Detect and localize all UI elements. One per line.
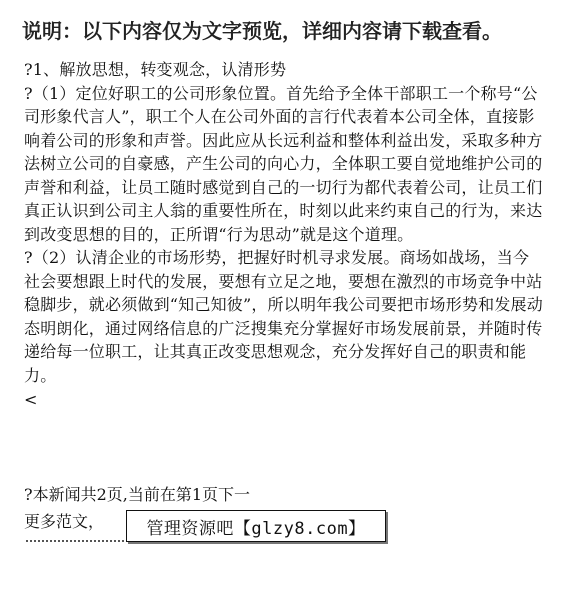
section-heading: ?1、解放思想，转变观念，认清形势 xyxy=(24,60,287,79)
paragraph-1: ?（1）定位好职工的公司形象位置。首先给予全体干部职工一个称号“公司形象代言人”，职工个人在公司外面的言行代表着本公司全体，直接影响着公司的形象和声誉。因此应从长远利益和整体利益出发，采取多种方法树立公司的自豪感，产生公司的向心力，全体职工要自觉地维护公司的声誉和利益，让员工随时感觉到自己的一切行为都代表着公司，让员工们真正认识到公司主人翁的重要性所在，时刻以此来约束自己的行为，来达到改变思想的目的，正所谓“行为思动”就是这个道理。 xyxy=(24,83,543,244)
more-text: 更多范文， xyxy=(24,512,105,531)
preview-notice: 说明：以下内容仅为文字预览，详细内容请下载查看。 xyxy=(22,19,502,43)
document-content xyxy=(24,58,544,412)
pager-text: ?本新闻共2页,当前在第1页下一 xyxy=(24,485,251,504)
watermark-box: 管理资源吧【glzy8.com】 xyxy=(126,510,386,542)
paragraph-2: ?（2）认清企业的市场形势，把握好时机寻求发展。商场如战场，当今社会要想跟上时代的发展，要想有立足之地，要想在激烈的市场竞争中站稳脚步，就必须做到“知己知彼”，所以明年我公司要把市场形势和发展动态明朗化，通过网络信息的广泛搜集充分掌握好市场发展前景，并随时传递给每一位职工，让其真正改变思想观念，充分发挥好自己的职责和能力。 xyxy=(24,248,543,385)
angle-bracket-text: < xyxy=(24,390,38,409)
